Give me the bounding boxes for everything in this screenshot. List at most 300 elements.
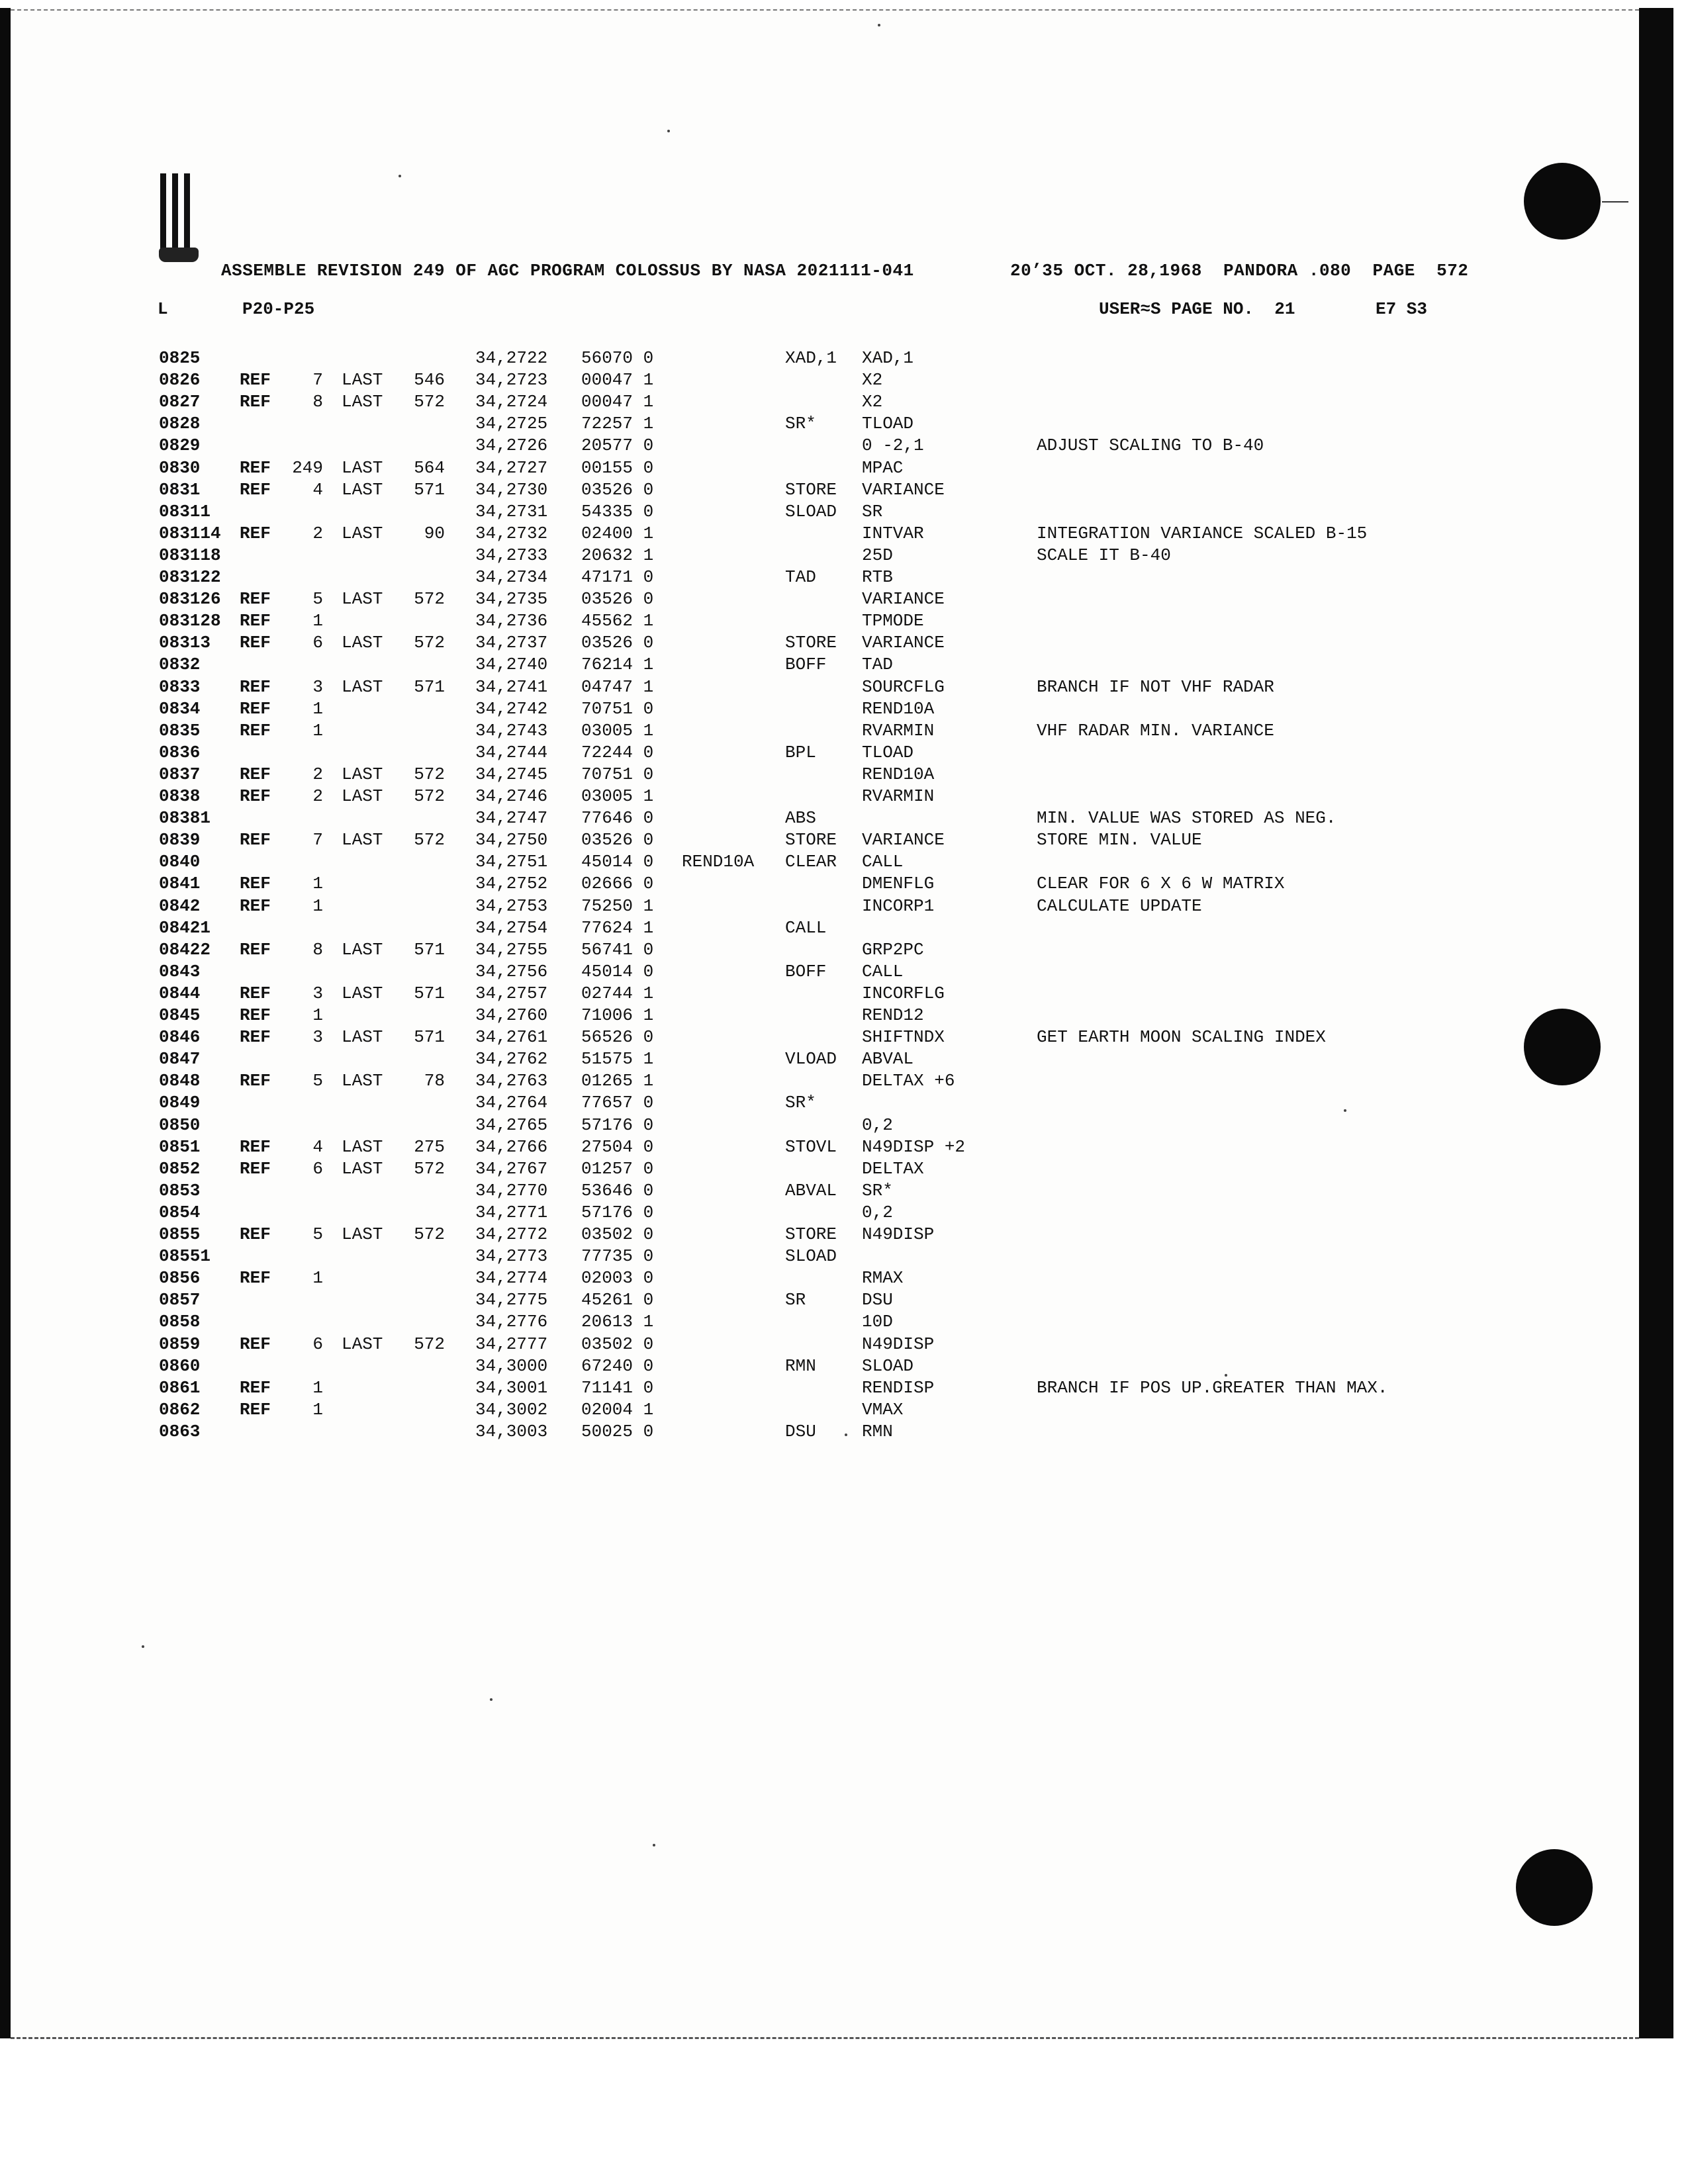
listing-last: LAST <box>342 983 383 1003</box>
listing-addr: 34,2756 <box>475 962 548 981</box>
listing-cnt: 1 <box>312 611 323 631</box>
listing-addr: 34,2767 <box>475 1159 548 1179</box>
listing-word: 72257 1 <box>581 414 654 433</box>
listing-addr: 34,2733 <box>475 545 548 565</box>
listing-word: 51575 1 <box>581 1049 654 1069</box>
listing-row <box>0 1071 1639 1093</box>
listing-comment: BRANCH IF NOT VHF RADAR <box>1037 677 1274 697</box>
listing-word: 02744 1 <box>581 983 654 1003</box>
listing-op: SR <box>785 1290 806 1310</box>
listing-line: 08551 <box>159 1246 211 1266</box>
listing-pg: 275 <box>414 1137 445 1157</box>
listing-word: 56741 0 <box>581 940 654 960</box>
listing-line: 0843 <box>159 962 201 981</box>
listing-line: 08313 <box>159 633 211 653</box>
listing-row <box>0 1224 1639 1246</box>
listing-pg: 572 <box>414 392 445 412</box>
listing-operand: VARIANCE <box>862 830 945 850</box>
listing-operand: VARIANCE <box>862 480 945 500</box>
listing-operand: TLOAD <box>862 414 914 433</box>
listing-row <box>0 1268 1639 1290</box>
listing-op: SR* <box>785 1093 816 1113</box>
listing-line: 0861 <box>159 1378 201 1398</box>
listing-word: 27504 0 <box>581 1137 654 1157</box>
listing-addr: 34,3001 <box>475 1378 548 1398</box>
listing-row <box>0 874 1639 895</box>
listing-comment: INTEGRATION VARIANCE SCALED B-15 <box>1037 523 1368 543</box>
listing-line: 0853 <box>159 1181 201 1201</box>
listing-row <box>0 962 1639 983</box>
listing-ref: REF <box>240 1378 271 1398</box>
listing-addr: 34,2740 <box>475 655 548 674</box>
listing-row <box>0 611 1639 633</box>
scan-speck <box>667 130 670 132</box>
listing-addr: 34,2726 <box>475 435 548 455</box>
listing-pg: 90 <box>424 523 445 543</box>
listing-pg: 572 <box>414 1334 445 1354</box>
punch-hole-bottom <box>1516 1849 1593 1926</box>
listing-ref: REF <box>240 1071 271 1091</box>
listing-pg: 572 <box>414 1224 445 1244</box>
listing-operand: 10D <box>862 1312 893 1332</box>
listing-ref: REF <box>240 458 271 478</box>
listing-line: 0852 <box>159 1159 201 1179</box>
page-code: E7 S3 <box>1376 299 1428 319</box>
listing-line: 0832 <box>159 655 201 674</box>
listing-cnt: 1 <box>312 1400 323 1420</box>
listing-row <box>0 523 1639 545</box>
listing-last: LAST <box>342 1159 383 1179</box>
listing-word: 00047 1 <box>581 392 654 412</box>
listing-row <box>0 764 1639 786</box>
listing-row <box>0 655 1639 676</box>
listing-row <box>0 1422 1639 1443</box>
listing-word: 02003 0 <box>581 1268 654 1288</box>
listing-ref: REF <box>240 983 271 1003</box>
listing-op: SLOAD <box>785 502 837 522</box>
listing-word: 00047 1 <box>581 370 654 390</box>
section-title: P20-P25 <box>242 299 315 319</box>
listing-cnt: 3 <box>312 677 323 697</box>
listing-cnt: 1 <box>312 699 323 719</box>
listing-line: 0860 <box>159 1356 201 1376</box>
listing-ref: REF <box>240 1268 271 1288</box>
listing-addr: 34,2754 <box>475 918 548 938</box>
listing-pg: 571 <box>414 480 445 500</box>
user-page-number: USER≈S PAGE NO. 21 <box>1099 299 1295 319</box>
listing-line: 083114 <box>159 523 221 543</box>
listing-row <box>0 1334 1639 1356</box>
listing-addr: 34,2724 <box>475 392 548 412</box>
listing-row <box>0 940 1639 962</box>
listing-addr: 34,2723 <box>475 370 548 390</box>
listing-ref: REF <box>240 940 271 960</box>
listing-ref: REF <box>240 1137 271 1157</box>
listing-addr: 34,2752 <box>475 874 548 893</box>
listing-cnt: 5 <box>312 1071 323 1091</box>
listing-word: 71006 1 <box>581 1005 654 1025</box>
listing-op: SR* <box>785 414 816 433</box>
punch-hole-top <box>1524 163 1601 240</box>
listing-operand: SOURCFLG <box>862 677 945 697</box>
listing-row <box>0 699 1639 721</box>
listing-ref: REF <box>240 370 271 390</box>
listing-op: TAD <box>785 567 816 587</box>
listing-last: LAST <box>342 1224 383 1244</box>
listing-operand: MPAC <box>862 458 904 478</box>
listing-word: 01257 0 <box>581 1159 654 1179</box>
listing-line: 0827 <box>159 392 201 412</box>
listing-word: 20577 0 <box>581 435 654 455</box>
listing-label: REND10A <box>682 852 755 872</box>
listing-row <box>0 1115 1639 1137</box>
listing-last: LAST <box>342 1027 383 1047</box>
listing-word: 56526 0 <box>581 1027 654 1047</box>
listing-ref: REF <box>240 1027 271 1047</box>
listing-operand: SR <box>862 502 883 522</box>
listing-operand: 0,2 <box>862 1115 893 1135</box>
listing-pg: 571 <box>414 677 445 697</box>
listing-addr: 34,2765 <box>475 1115 548 1135</box>
listing-cnt: 1 <box>312 874 323 893</box>
binder-clip-icon <box>159 173 201 266</box>
listing-operand: DELTAX <box>862 1159 924 1179</box>
listing-comment: VHF RADAR MIN. VARIANCE <box>1037 721 1274 741</box>
listing-operand: 25D <box>862 545 893 565</box>
listing-word: 00155 0 <box>581 458 654 478</box>
listing-row <box>0 480 1639 502</box>
listing-row <box>0 567 1639 589</box>
listing-word: 02400 1 <box>581 523 654 543</box>
listing-operand: SLOAD <box>862 1356 914 1376</box>
listing-op: BOFF <box>785 655 827 674</box>
listing-word: 77624 1 <box>581 918 654 938</box>
listing-operand: N49DISP +2 <box>862 1137 966 1157</box>
listing-cnt: 7 <box>312 370 323 390</box>
listing-line: 083118 <box>159 545 221 565</box>
listing-row <box>0 677 1639 699</box>
listing-word: 03526 0 <box>581 830 654 850</box>
top-perforation-rule <box>11 9 1639 11</box>
listing-addr: 34,2772 <box>475 1224 548 1244</box>
listing-cnt: 1 <box>312 1268 323 1288</box>
listing-ref: REF <box>240 633 271 653</box>
listing-word: 03526 0 <box>581 480 654 500</box>
listing-last: LAST <box>342 764 383 784</box>
listing-operand: INCORP1 <box>862 896 935 916</box>
listing-word: 77735 0 <box>581 1246 654 1266</box>
listing-ref: REF <box>240 1334 271 1354</box>
listing-line: 08422 <box>159 940 211 960</box>
listing-cnt: 2 <box>312 764 323 784</box>
listing-addr: 34,2742 <box>475 699 548 719</box>
listing-line: 0859 <box>159 1334 201 1354</box>
listing-line: 0825 <box>159 348 201 368</box>
listing-row <box>0 1027 1639 1049</box>
listing-cnt: 2 <box>312 786 323 806</box>
listing-addr: 34,2776 <box>475 1312 548 1332</box>
listing-ref: REF <box>240 611 271 631</box>
listing-operand: VMAX <box>862 1400 904 1420</box>
listing-addr: 34,3002 <box>475 1400 548 1420</box>
listing-operand: DSU <box>862 1290 893 1310</box>
listing-addr: 34,2764 <box>475 1093 548 1113</box>
listing-operand: VARIANCE <box>862 633 945 653</box>
listing-row <box>0 1159 1639 1181</box>
listing-cnt: 4 <box>312 480 323 500</box>
listing-cnt: 1 <box>312 721 323 741</box>
listing-operand: RMN <box>862 1422 893 1441</box>
listing-addr: 34,2762 <box>475 1049 548 1069</box>
listing-cnt: 8 <box>312 392 323 412</box>
listing-last: LAST <box>342 1071 383 1091</box>
listing-op: ABS <box>785 808 816 828</box>
listing-ref: REF <box>240 874 271 893</box>
listing-row <box>0 545 1639 567</box>
listing-line: 0863 <box>159 1422 201 1441</box>
listing-pg: 571 <box>414 983 445 1003</box>
listing-addr: 34,2755 <box>475 940 548 960</box>
listing-addr: 34,2745 <box>475 764 548 784</box>
listing-addr: 34,2761 <box>475 1027 548 1047</box>
listing-row <box>0 1400 1639 1422</box>
listing-ref: REF <box>240 1005 271 1025</box>
page-marker: L <box>158 299 168 319</box>
listing-operand: VARIANCE <box>862 589 945 609</box>
listing-word: 03005 1 <box>581 786 654 806</box>
listing-row <box>0 1246 1639 1268</box>
listing-operand: CALL <box>862 962 904 981</box>
listing-cnt: 3 <box>312 1027 323 1047</box>
listing-addr: 34,2734 <box>475 567 548 587</box>
listing-operand: GRP2PC <box>862 940 924 960</box>
listing-row <box>0 1005 1639 1027</box>
listing-word: 03526 0 <box>581 589 654 609</box>
listing-row <box>0 1356 1639 1378</box>
listing-addr: 34,3000 <box>475 1356 548 1376</box>
listing-operand: SR* <box>862 1181 893 1201</box>
listing-pg: 564 <box>414 458 445 478</box>
listing-addr: 34,2751 <box>475 852 548 872</box>
listing-line: 0840 <box>159 852 201 872</box>
listing-word: 03005 1 <box>581 721 654 741</box>
listing-ref: REF <box>240 523 271 543</box>
listing-line: 0841 <box>159 874 201 893</box>
listing-operand: N49DISP <box>862 1224 935 1244</box>
listing-line: 0850 <box>159 1115 201 1135</box>
listing-word: 53646 0 <box>581 1181 654 1201</box>
listing-line: 0835 <box>159 721 201 741</box>
scan-right-edge <box>1639 8 1673 2038</box>
listing-comment: ADJUST SCALING TO B-40 <box>1037 435 1264 455</box>
listing-word: 67240 0 <box>581 1356 654 1376</box>
listing-last: LAST <box>342 1137 383 1157</box>
listing-word: 75250 1 <box>581 896 654 916</box>
listing-op: STORE <box>785 633 837 653</box>
listing-comment: GET EARTH MOON SCALING INDEX <box>1037 1027 1326 1047</box>
listing-pg: 571 <box>414 940 445 960</box>
scan-speck <box>845 1433 847 1436</box>
listing-cnt: 5 <box>312 1224 323 1244</box>
listing-row <box>0 370 1639 392</box>
listing-cnt: 1 <box>312 1378 323 1398</box>
listing-row <box>0 721 1639 743</box>
listing-comment: CLEAR FOR 6 X 6 W MATRIX <box>1037 874 1285 893</box>
listing-operand: 0,2 <box>862 1203 893 1222</box>
listing-line: 08421 <box>159 918 211 938</box>
listing-cnt: 1 <box>312 1005 323 1025</box>
listing-cnt: 2 <box>312 523 323 543</box>
listing-pg: 78 <box>424 1071 445 1091</box>
listing-cnt: 6 <box>312 633 323 653</box>
listing-ref: REF <box>240 896 271 916</box>
listing-line: 0855 <box>159 1224 201 1244</box>
listing-word: 03526 0 <box>581 633 654 653</box>
listing-addr: 34,2746 <box>475 786 548 806</box>
listing-addr: 34,2753 <box>475 896 548 916</box>
listing-line: 0845 <box>159 1005 201 1025</box>
listing-word: 76214 1 <box>581 655 654 674</box>
listing-pg: 571 <box>414 1027 445 1047</box>
listing-word: 20632 1 <box>581 545 654 565</box>
listing-addr: 34,3003 <box>475 1422 548 1441</box>
listing-operand: REND10A <box>862 764 935 784</box>
listing-row <box>0 1181 1639 1203</box>
listing-word: 54335 0 <box>581 502 654 522</box>
listing-last: LAST <box>342 480 383 500</box>
scan-speck <box>490 1698 492 1701</box>
listing-cnt: 5 <box>312 589 323 609</box>
listing-row <box>0 786 1639 808</box>
listing-word: 45014 0 <box>581 852 654 872</box>
listing-op: DSU <box>785 1422 816 1441</box>
listing-ref: REF <box>240 786 271 806</box>
listing-word: 50025 0 <box>581 1422 654 1441</box>
listing-operand: DELTAX +6 <box>862 1071 955 1091</box>
scan-speck <box>399 175 401 177</box>
listing-op: STORE <box>785 830 837 850</box>
listing-operand: TLOAD <box>862 743 914 762</box>
listing-row <box>0 348 1639 370</box>
listing-last: LAST <box>342 370 383 390</box>
listing-cnt: 8 <box>312 940 323 960</box>
listing-word: 04747 1 <box>581 677 654 697</box>
listing-line: 0826 <box>159 370 201 390</box>
listing-row <box>0 589 1639 611</box>
listing-op: STORE <box>785 480 837 500</box>
listing-operand: REND12 <box>862 1005 924 1025</box>
listing-word: 20613 1 <box>581 1312 654 1332</box>
listing-operand: XAD,1 <box>862 348 914 368</box>
listing-comment: MIN. VALUE WAS STORED AS NEG. <box>1037 808 1336 828</box>
listing-row <box>0 633 1639 655</box>
listing-ref: REF <box>240 480 271 500</box>
listing-word: 77646 0 <box>581 808 654 828</box>
listing-addr: 34,2737 <box>475 633 548 653</box>
listing-row <box>0 1093 1639 1115</box>
listing-operand: 0 -2,1 <box>862 435 924 455</box>
listing-row <box>0 502 1639 523</box>
listing-operand: INCORFLG <box>862 983 945 1003</box>
listing-addr: 34,2760 <box>475 1005 548 1025</box>
listing-last: LAST <box>342 458 383 478</box>
listing-line: 0830 <box>159 458 201 478</box>
listing-operand: X2 <box>862 370 883 390</box>
listing-addr: 34,2750 <box>475 830 548 850</box>
listing-addr: 34,2732 <box>475 523 548 543</box>
listing-operand: DMENFLG <box>862 874 935 893</box>
listing-word: 77657 0 <box>581 1093 654 1113</box>
listing-ref: REF <box>240 589 271 609</box>
listing-word: 57176 0 <box>581 1115 654 1135</box>
listing-row <box>0 1378 1639 1400</box>
listing-addr: 34,2747 <box>475 808 548 828</box>
listing-row <box>0 414 1639 435</box>
listing-pg: 572 <box>414 1159 445 1179</box>
listing-row <box>0 918 1639 940</box>
listing-ref: REF <box>240 392 271 412</box>
scan-speck <box>142 1645 144 1648</box>
listing-addr: 34,2777 <box>475 1334 548 1354</box>
scan-speck <box>878 24 880 26</box>
listing-addr: 34,2744 <box>475 743 548 762</box>
listing-addr: 34,2736 <box>475 611 548 631</box>
listing-line: 0842 <box>159 896 201 916</box>
listing-cnt: 3 <box>312 983 323 1003</box>
listing-last: LAST <box>342 633 383 653</box>
listing-word: 45562 1 <box>581 611 654 631</box>
listing-line: 0847 <box>159 1049 201 1069</box>
listing-addr: 34,2774 <box>475 1268 548 1288</box>
listing-ref: REF <box>240 1224 271 1244</box>
listing-row <box>0 743 1639 764</box>
listing-pg: 572 <box>414 764 445 784</box>
listing-line: 0831 <box>159 480 201 500</box>
listing-row <box>0 830 1639 852</box>
listing-row <box>0 1312 1639 1334</box>
listing-row <box>0 1290 1639 1312</box>
listing-addr: 34,2731 <box>475 502 548 522</box>
listing-pg: 572 <box>414 786 445 806</box>
listing-last: LAST <box>342 523 383 543</box>
listing-operand: TAD <box>862 655 893 674</box>
listing-addr: 34,2741 <box>475 677 548 697</box>
listing-addr: 34,2770 <box>475 1181 548 1201</box>
listing-word: 02666 0 <box>581 874 654 893</box>
listing-cnt: 249 <box>292 458 323 478</box>
listing-line: 0849 <box>159 1093 201 1113</box>
listing-line: 0836 <box>159 743 201 762</box>
listing-word: 03502 0 <box>581 1224 654 1244</box>
listing-line: 0837 <box>159 764 201 784</box>
listing-row <box>0 458 1639 480</box>
listing-last: LAST <box>342 940 383 960</box>
listing-cnt: 6 <box>312 1159 323 1179</box>
listing-word: 03502 0 <box>581 1334 654 1354</box>
scan-speck <box>1225 1374 1227 1377</box>
listing-row <box>0 435 1639 457</box>
listing-line: 083128 <box>159 611 221 631</box>
listing-operand: RMAX <box>862 1268 904 1288</box>
listing-line: 0848 <box>159 1071 201 1091</box>
listing-row <box>0 1203 1639 1224</box>
listing-row <box>0 1049 1639 1071</box>
listing-addr: 34,2763 <box>475 1071 548 1091</box>
listing-op: XAD,1 <box>785 348 837 368</box>
listing-ref: REF <box>240 764 271 784</box>
listing-line: 0862 <box>159 1400 201 1420</box>
listing-op: RMN <box>785 1356 816 1376</box>
